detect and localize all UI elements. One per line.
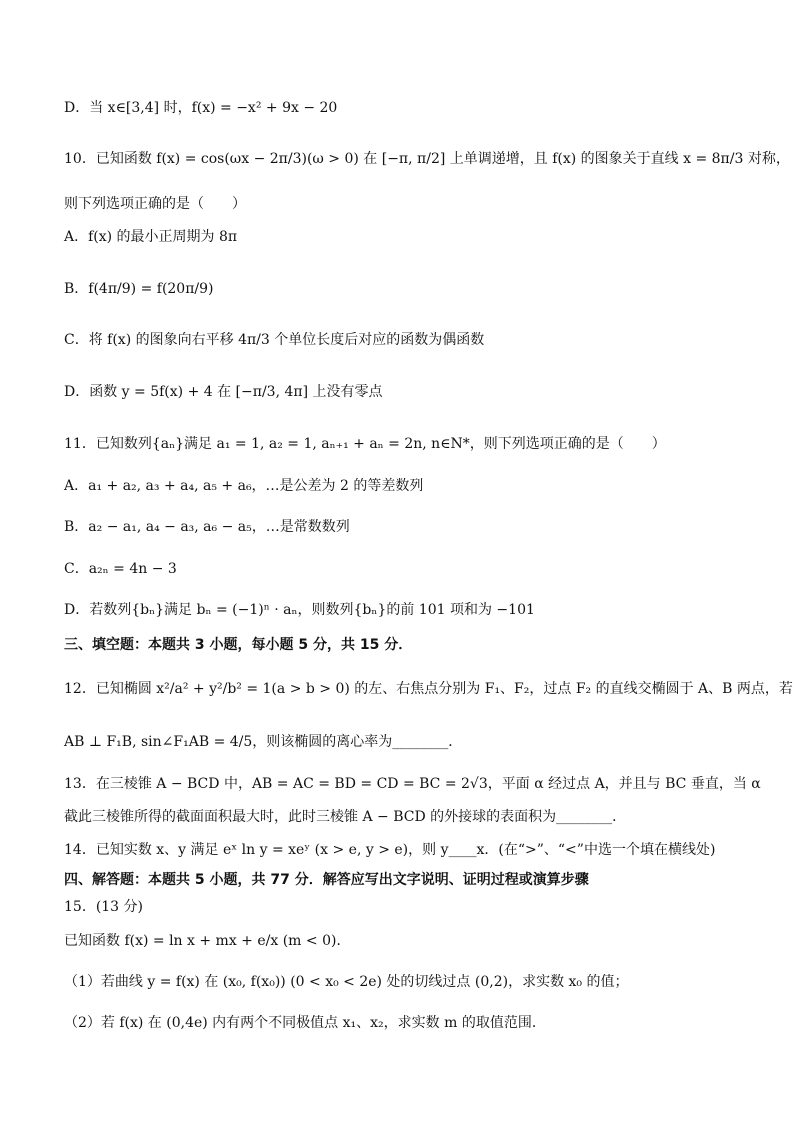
q11-option-a: A．a₁ + a₂, a₃ + a₄, a₅ + a₆，…是公差为 2 的等差数列 <box>64 478 424 494</box>
section-answer-heading: 四、解答题：本题共 5 小题，共 77 分．解答应写出文字说明、证明过程或演算步骤 <box>64 872 589 888</box>
q10-option-c: C．将 f(x) 的图象向右平移 4π/3 个单位长度后对应的函数为偶函数 <box>64 332 485 348</box>
q12-stem-cont: AB ⊥ F₁B, sin∠F₁AB = 4/5，则该椭圆的离心率为________． <box>64 734 463 750</box>
q10-stem: 10．已知函数 f(x) = cos(ωx − 2π/3)(ω > 0) 在 [−π, π/2] 上单调递增，且 f(x) 的图象关于直线 x = 8π/3 对称， <box>64 151 790 167</box>
section-fill-blank-heading: 三、填空题：本题共 3 小题，每小题 5 分，共 15 分． <box>64 637 413 653</box>
q11-option-c: C．a₂ₙ = 4n − 3 <box>64 561 177 577</box>
q14-stem: 14．已知实数 x、y 满足 eˣ ln y = xeʸ (x > e, y > e)，则 y____x．(在“>”、“<”中选一个填在横线处) <box>64 842 716 858</box>
q10-option-b: B．f(4π/9) = f(20π/9) <box>64 281 214 297</box>
q11-option-b: B．a₂ − a₁, a₄ − a₃, a₆ − a₅，…是常数数列 <box>64 519 350 535</box>
q10-option-d: D．函数 y = 5f(x) + 4 在 [−π/3, 4π] 上没有零点 <box>64 384 383 400</box>
q15-part-1: （1）若曲线 y = f(x) 在 (x₀, f(x₀)) (0 < x₀ < 2e) 处的切线过点 (0,2)，求实数 x₀ 的值； <box>64 974 629 990</box>
q15-number: 15．(13 分) <box>64 899 144 915</box>
q10-stem-cont: 则下列选项正确的是（ ） <box>64 196 246 212</box>
q10-option-a: A．f(x) 的最小正周期为 8π <box>64 229 238 245</box>
q15-stem: 已知函数 f(x) = ln x + mx + e/x (m < 0)． <box>64 933 351 949</box>
q11-stem: 11．已知数列{aₙ}满足 a₁ = 1, a₂ = 1, aₙ₊₁ + aₙ = 2n, n∈N*，则下列选项正确的是（ ） <box>64 436 666 452</box>
q13-stem: 13．在三棱锥 A − BCD 中，AB = AC = BD = CD = BC = 2√3，平面 α 经过点 A，并且与 BC 垂直，当 α <box>64 776 761 792</box>
q11-option-d: D．若数列{bₙ}满足 bₙ = (−1)ⁿ · aₙ，则数列{bₙ}的前 101 项和为 −101 <box>64 602 535 618</box>
q15-part-2: （2）若 f(x) 在 (0,4e) 内有两个不同极值点 x₁、x₂，求实数 m 的取值范围． <box>64 1015 546 1031</box>
q9-option-d: D．当 x∈[3,4] 时，f(x) = −x² + 9x − 20 <box>64 100 338 116</box>
q13-stem-cont: 截此三棱锥所得的截面面积最大时，此时三棱锥 A − BCD 的外接球的表面积为________． <box>64 809 627 825</box>
q12-stem: 12．已知椭圆 x²/a² + y²/b² = 1(a > b > 0) 的左、右焦点分别为 F₁、F₂，过点 F₂ 的直线交椭圆于 A、B 两点，若 <box>64 681 793 697</box>
